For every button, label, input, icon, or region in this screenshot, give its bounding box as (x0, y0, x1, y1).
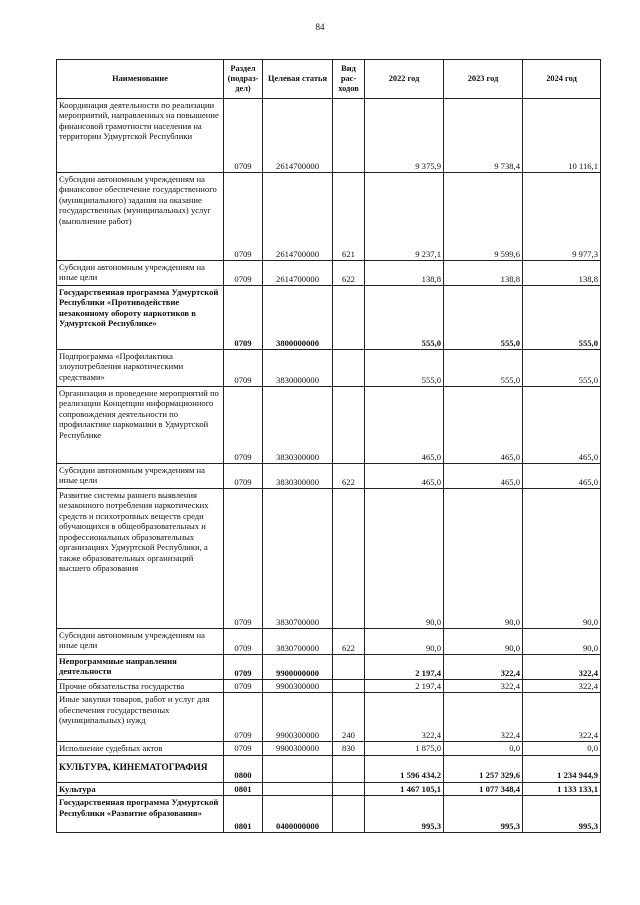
row-2023: 90,0 (444, 489, 523, 629)
row-2023: 9 738,4 (444, 99, 523, 173)
row-name: Государственная программа Удмуртской Республики «Развитие образования» (57, 796, 224, 833)
page-number: 84 (315, 22, 325, 32)
row-section: 0709 (224, 464, 263, 489)
row-target: 9900300000 (263, 693, 333, 742)
row-2023: 1 077 348,4 (444, 782, 523, 795)
table-row (57, 286, 601, 350)
row-2022: 555,0 (365, 350, 444, 387)
table-row (57, 350, 601, 387)
row-section: 0709 (224, 629, 263, 655)
row-2024: 322,4 (523, 693, 601, 742)
header-2024: 2024 год (523, 60, 601, 99)
row-target: 3830300000 (263, 387, 333, 464)
row-name: Иные закупки товаров, работ и услуг для обеспечения государственных (муниципальных) нужд (57, 693, 224, 742)
row-2023: 9 599,6 (444, 173, 523, 261)
row-name: Субсидии автономным учреждениям на иные цели (57, 261, 224, 286)
row-2023: 322,4 (444, 693, 523, 742)
row-target (263, 782, 333, 795)
row-2024: 465,0 (523, 464, 601, 489)
row-2022: 138,8 (365, 261, 444, 286)
row-target: 3830700000 (263, 489, 333, 629)
table-row (57, 755, 601, 782)
row-section: 0709 (224, 742, 263, 755)
row-2023: 995,3 (444, 796, 523, 833)
row-name: Подпрограмма «Профилактика злоупотребления наркотическими средствами» (57, 350, 224, 387)
row-2024: 0,0 (523, 742, 601, 755)
row-2022: 995,3 (365, 796, 444, 833)
row-2022: 322,4 (365, 693, 444, 742)
row-section: 0801 (224, 796, 263, 833)
row-2022: 90,0 (365, 489, 444, 629)
row-2023: 1 257 329,6 (444, 755, 523, 782)
row-section: 0709 (224, 655, 263, 680)
row-type: 622 (333, 261, 365, 286)
table-row (57, 464, 601, 489)
row-section: 0709 (224, 173, 263, 261)
row-type (333, 99, 365, 173)
row-target: 3830000000 (263, 350, 333, 387)
row-2022: 1 596 434,2 (365, 755, 444, 782)
header-target: Целевая статья (263, 60, 333, 99)
row-type (333, 655, 365, 680)
row-section: 0709 (224, 489, 263, 629)
row-type (333, 755, 365, 782)
row-section: 0709 (224, 693, 263, 742)
header-2022: 2022 год (365, 60, 444, 99)
row-target (263, 755, 333, 782)
row-section: 0709 (224, 99, 263, 173)
row-type (333, 350, 365, 387)
row-target: 0400000000 (263, 796, 333, 833)
table-row (57, 387, 601, 464)
row-target: 2614700000 (263, 173, 333, 261)
row-2024: 90,0 (523, 489, 601, 629)
row-2022: 1 467 105,1 (365, 782, 444, 795)
row-type (333, 796, 365, 833)
header-2023: 2023 год (444, 60, 523, 99)
row-name: Исполнение судебных актов (57, 742, 224, 755)
table-row (57, 173, 601, 261)
row-type: 622 (333, 629, 365, 655)
row-name: Организация и проведение мероприятий по реализации Концепции информационного сопровождения деятельности по профилактике наркомании в Удмуртской Республике (57, 387, 224, 464)
header-type: Вид рас-ходов (333, 60, 365, 99)
row-2024: 555,0 (523, 286, 601, 350)
row-name: Прочие обязательства государства (57, 680, 224, 693)
row-name: Культура (57, 782, 224, 795)
row-2024: 465,0 (523, 387, 601, 464)
row-2022: 9 375,9 (365, 99, 444, 173)
header-section: Раздел (подраз-дел) (224, 60, 263, 99)
row-section: 0800 (224, 755, 263, 782)
row-2023: 465,0 (444, 387, 523, 464)
row-target: 3830700000 (263, 629, 333, 655)
table-row (57, 796, 601, 833)
row-2024: 138,8 (523, 261, 601, 286)
row-type (333, 489, 365, 629)
row-2023: 555,0 (444, 286, 523, 350)
row-type: 830 (333, 742, 365, 755)
row-target: 3830300000 (263, 464, 333, 489)
row-target: 9900000000 (263, 655, 333, 680)
row-2024: 322,4 (523, 655, 601, 680)
row-type (333, 782, 365, 795)
row-target: 2614700000 (263, 261, 333, 286)
table-row (57, 99, 601, 173)
row-2023: 465,0 (444, 464, 523, 489)
row-section: 0709 (224, 261, 263, 286)
row-section: 0801 (224, 782, 263, 795)
row-2022: 2 197,4 (365, 655, 444, 680)
table-row (57, 693, 601, 742)
table-row (57, 782, 601, 795)
row-2023: 90,0 (444, 629, 523, 655)
row-name: КУЛЬТУРА, КИНЕМАТОГРАФИЯ (57, 755, 224, 782)
row-type (333, 387, 365, 464)
row-target: 2614700000 (263, 99, 333, 173)
row-2022: 465,0 (365, 464, 444, 489)
row-section: 0709 (224, 387, 263, 464)
row-2023: 322,4 (444, 680, 523, 693)
row-type (333, 680, 365, 693)
row-target: 9900300000 (263, 680, 333, 693)
row-2022: 90,0 (365, 629, 444, 655)
table-row (57, 261, 601, 286)
header-name: Наименование (57, 60, 224, 99)
row-type (333, 286, 365, 350)
row-name: Субсидии автономным учреждениям на иные цели (57, 629, 224, 655)
row-2024: 555,0 (523, 350, 601, 387)
row-name: Координация деятельности по реализации мероприятий, направленных на повышение финансовой грамотности населения на территории Удмуртской Республики (57, 99, 224, 173)
row-type: 622 (333, 464, 365, 489)
row-name: Развитие системы раннего выявления незаконного потребления наркотических средств и психотропных веществ среди обучающихся в общеобразовательных и профессиональных образовательных организациях Удмуртской Республики, а также образовательных организаций высшего образования (57, 489, 224, 629)
row-2024: 1 133 133,1 (523, 782, 601, 795)
row-target: 3800000000 (263, 286, 333, 350)
table-row (57, 655, 601, 680)
row-2023: 0,0 (444, 742, 523, 755)
row-section: 0709 (224, 350, 263, 387)
row-section: 0709 (224, 680, 263, 693)
row-2022: 555,0 (365, 286, 444, 350)
row-2022: 2 197,4 (365, 680, 444, 693)
row-name: Субсидии автономным учреждениям на финансовое обеспечение государственного (муниципального) задания на оказание государственных (муниципальных) услуг (выполнение работ) (57, 173, 224, 261)
row-2024: 1 234 944,9 (523, 755, 601, 782)
budget-table (56, 59, 601, 833)
row-type: 621 (333, 173, 365, 261)
row-section: 0709 (224, 286, 263, 350)
header-row (57, 60, 601, 99)
row-2024: 322,4 (523, 680, 601, 693)
row-name: Государственная программа Удмуртской Республики «Противодействие незаконному обороту наркотиков в Удмуртской Республике» (57, 286, 224, 350)
row-2023: 555,0 (444, 350, 523, 387)
row-name: Субсидии автономным учреждениям на иные цели (57, 464, 224, 489)
row-target: 9900300000 (263, 742, 333, 755)
row-2024: 9 977,3 (523, 173, 601, 261)
row-2022: 1 875,0 (365, 742, 444, 755)
row-2024: 90,0 (523, 629, 601, 655)
table-row (57, 629, 601, 655)
row-2024: 10 116,1 (523, 99, 601, 173)
row-2023: 322,4 (444, 655, 523, 680)
row-2022: 9 237,1 (365, 173, 444, 261)
row-type: 240 (333, 693, 365, 742)
table-row (57, 742, 601, 755)
row-name: Непрограммные направления деятельности (57, 655, 224, 680)
table-row (57, 680, 601, 693)
table-row (57, 489, 601, 629)
row-2023: 138,8 (444, 261, 523, 286)
row-2022: 465,0 (365, 387, 444, 464)
row-2024: 995,3 (523, 796, 601, 833)
